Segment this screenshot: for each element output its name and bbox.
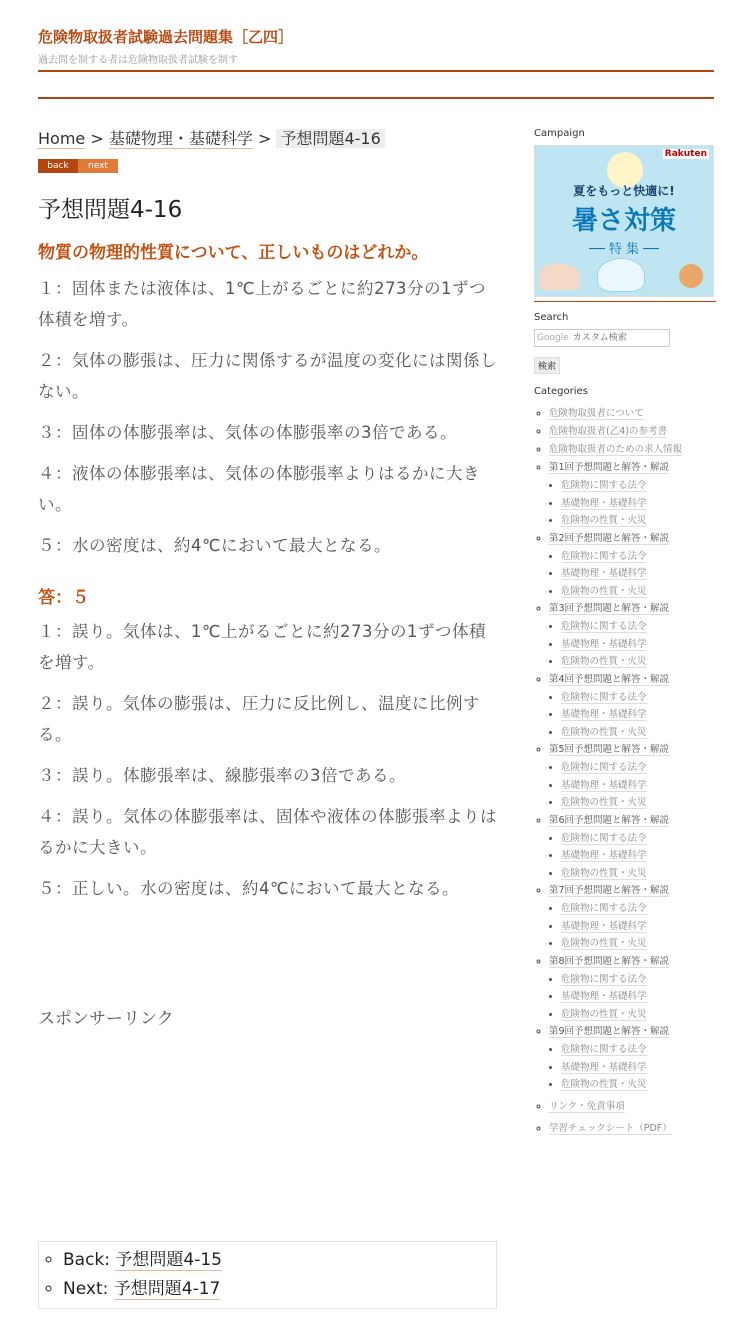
subcategory-link[interactable]: 危険物の性質・火災 bbox=[561, 726, 647, 738]
subcategory-item bbox=[561, 988, 716, 1006]
question-text: 物質の物理的性質について、正しいものはどれか。 bbox=[38, 243, 429, 263]
search-button[interactable]: 検索 bbox=[534, 357, 560, 374]
subcategory-item bbox=[561, 918, 716, 936]
google-logo: Google bbox=[537, 333, 569, 343]
category-item bbox=[549, 671, 716, 742]
category-link[interactable]: リンク・免責事項 bbox=[549, 1100, 625, 1112]
subcategory-item bbox=[561, 1076, 716, 1094]
subcategory-item bbox=[561, 548, 716, 566]
subcategory-list bbox=[549, 759, 716, 812]
subcategory-item bbox=[561, 935, 716, 953]
subcategory-link[interactable]: 危険物に関する法令 bbox=[561, 621, 647, 632]
prev-post-link[interactable]: 予想問題4-15 bbox=[115, 1250, 222, 1270]
subcategory-link[interactable]: 基礎物理・基礎科学 bbox=[561, 709, 647, 720]
post-nav-buttons bbox=[38, 159, 498, 173]
category-item bbox=[549, 1023, 716, 1094]
breadcrumb-separator: > bbox=[90, 129, 109, 148]
explanation-item: １：誤り。気体は、1℃上がるごとに約273分の1ずつ体積を増す。 bbox=[38, 622, 487, 672]
subcategory-link[interactable]: 危険物の性質・火災 bbox=[561, 938, 647, 949]
subcategory-list bbox=[549, 971, 716, 1024]
header-divider bbox=[38, 70, 714, 72]
subcategory-item bbox=[561, 565, 716, 583]
subcategory-link[interactable]: 危険物に関する法令 bbox=[561, 762, 647, 773]
category-link[interactable]: 学習チェックシート（PDF） bbox=[549, 1122, 672, 1134]
breadcrumb-separator: > bbox=[257, 129, 277, 148]
category-link[interactable]: 第2回予想問題と解答・解説 bbox=[549, 532, 670, 544]
category-link[interactable]: 第8回予想問題と解答・解説 bbox=[549, 955, 670, 967]
subcategory-item bbox=[561, 618, 716, 636]
explanation-item: ４：誤り。気体の体膨張率は、固体や液体の体膨張率よりはるかに大きい。 bbox=[38, 807, 497, 857]
bear-illustration bbox=[597, 258, 645, 292]
option-item: ２：気体の膨張は、圧力に関係するが温度の変化には関係しない。 bbox=[38, 351, 497, 401]
category-link[interactable]: 第4回予想問題と解答・解説 bbox=[549, 673, 670, 685]
breadcrumb-home[interactable]: Home bbox=[38, 129, 86, 148]
subcategory-item bbox=[561, 583, 716, 601]
prev-post-label: Back: bbox=[63, 1250, 110, 1270]
subcategory-item bbox=[561, 1006, 716, 1024]
category-link[interactable]: 危険物取扱者(乙4)の参考書 bbox=[549, 426, 667, 437]
subcategory-item bbox=[561, 653, 716, 671]
next-post-link[interactable]: 予想問題4-17 bbox=[113, 1279, 221, 1299]
category-item bbox=[549, 405, 716, 423]
subcategory-item bbox=[561, 512, 716, 530]
subcategory-link[interactable]: 基礎物理・基礎科学 bbox=[561, 568, 647, 579]
campaign-banner[interactable] bbox=[534, 145, 714, 297]
post-navigation bbox=[38, 1241, 497, 1309]
category-item bbox=[549, 600, 716, 671]
subcategory-item bbox=[561, 830, 716, 848]
category-item bbox=[549, 741, 716, 812]
next-post-item bbox=[63, 1275, 496, 1304]
category-link[interactable]: 第1回予想問題と解答・解説 bbox=[549, 462, 670, 473]
subcategory-link[interactable]: 危険物に関する法令 bbox=[561, 480, 647, 491]
category-list bbox=[534, 405, 716, 1138]
subcategory-list bbox=[549, 830, 716, 883]
option-item: ３：固体の体膨張率は、気体の体膨張率の3倍である。 bbox=[38, 423, 457, 442]
search-input[interactable] bbox=[534, 329, 670, 347]
option-item: ５：水の密度は、約4℃において最大となる。 bbox=[38, 536, 392, 555]
category-item bbox=[549, 441, 716, 459]
category-link[interactable]: 第5回予想問題と解答・解説 bbox=[549, 744, 670, 755]
category-link[interactable]: 危険物取扱者について bbox=[549, 408, 644, 419]
answer-heading: 答：５ bbox=[38, 588, 89, 608]
subcategory-item bbox=[561, 1059, 716, 1077]
category-link[interactable]: 第9回予想問題と解答・解説 bbox=[549, 1026, 670, 1037]
subcategory-list bbox=[549, 1041, 716, 1094]
subcategory-list bbox=[549, 618, 716, 671]
subcategory-link[interactable]: 基礎物理・基礎科学 bbox=[561, 638, 647, 650]
subcategory-link[interactable]: 危険物に関する法令 bbox=[561, 903, 647, 914]
subcategory-item bbox=[561, 706, 716, 724]
subcategory-item bbox=[561, 759, 716, 777]
person-illustration bbox=[539, 264, 579, 290]
subcategory-list bbox=[549, 900, 716, 953]
subcategory-link[interactable]: 基礎物理・基礎科学 bbox=[561, 497, 647, 509]
next-button[interactable]: next bbox=[78, 159, 118, 173]
nav-divider bbox=[38, 97, 714, 99]
option-item: １：固体または液体は、1℃上がるごとに約273分の1ずつ体積を増す。 bbox=[38, 279, 487, 329]
subcategory-item bbox=[561, 777, 716, 795]
next-post-label: Next: bbox=[63, 1279, 109, 1299]
campaign-heading: Campaign bbox=[534, 128, 585, 139]
page-title: 予想問題4-16 bbox=[38, 197, 183, 223]
main-content bbox=[38, 127, 498, 914]
subcategory-link[interactable]: 危険物に関する法令 bbox=[561, 1044, 647, 1055]
subcategory-link[interactable]: 危険物の性質・火災 bbox=[561, 867, 647, 879]
banner-subtitle: ── 特 集 ── bbox=[589, 242, 659, 257]
subcategory-link[interactable]: 危険物の性質・火災 bbox=[561, 515, 647, 526]
category-link[interactable]: 危険物取扱者のための求人情報 bbox=[549, 444, 683, 455]
subcategory-link[interactable]: 危険物の性質・火災 bbox=[561, 585, 647, 597]
prev-post-item bbox=[63, 1246, 496, 1275]
subcategory-item bbox=[561, 865, 716, 883]
subcategory-item bbox=[561, 794, 716, 812]
breadcrumb-current: 予想問題4-16 bbox=[276, 129, 384, 148]
subcategory-item bbox=[561, 1041, 716, 1059]
subcategory-item bbox=[561, 847, 716, 865]
subcategory-link[interactable]: 危険物の性質・火災 bbox=[561, 797, 647, 808]
subcategory-link[interactable]: 危険物に関する法令 bbox=[561, 691, 647, 703]
sponsor-label: スポンサーリンク bbox=[38, 1009, 174, 1029]
banner-tagline: 夏をもっと快適に! bbox=[573, 184, 675, 198]
category-item bbox=[549, 812, 716, 883]
breadcrumb-category[interactable]: 基礎物理・基礎科学 bbox=[108, 129, 253, 148]
subcategory-link[interactable]: 危険物の性質・火災 bbox=[561, 656, 647, 667]
site-title[interactable]: 危険物取扱者試験過去問題集［乙四］ bbox=[38, 28, 294, 46]
explanation-item: ５：正しい。水の密度は、約4℃において最大となる。 bbox=[38, 879, 460, 898]
subcategory-link[interactable]: 危険物の性質・火災 bbox=[561, 1079, 647, 1090]
sidebar-divider bbox=[534, 301, 716, 302]
back-button[interactable]: back bbox=[38, 159, 78, 173]
subcategory-list bbox=[549, 689, 716, 742]
subcategory-link[interactable]: 基礎物理・基礎科学 bbox=[561, 1061, 647, 1073]
subcategory-item bbox=[561, 900, 716, 918]
subcategory-item bbox=[561, 495, 716, 513]
sidebar bbox=[534, 128, 716, 1138]
category-item bbox=[549, 1120, 716, 1138]
explanation-item: ３：誤り。体膨張率は、線膨張率の3倍である。 bbox=[38, 766, 406, 785]
subcategory-link[interactable]: 基礎物理・基礎科学 bbox=[561, 991, 647, 1002]
subcategory-list bbox=[549, 548, 716, 601]
category-item bbox=[549, 530, 716, 601]
category-item bbox=[549, 1098, 716, 1116]
subcategory-link[interactable]: 基礎物理・基礎科学 bbox=[561, 850, 647, 861]
category-item bbox=[549, 459, 716, 530]
site-description: 過去問を制する者は危険物取扱者試験を制す bbox=[38, 55, 238, 66]
search-heading: Search bbox=[534, 312, 569, 323]
subcategory-link[interactable]: 基礎物理・基礎科学 bbox=[561, 779, 647, 791]
site-header bbox=[38, 26, 714, 66]
dog-illustration bbox=[679, 264, 703, 288]
subcategory-item bbox=[561, 636, 716, 654]
category-item bbox=[549, 953, 716, 1024]
category-link[interactable]: 第3回予想問題と解答・解説 bbox=[549, 603, 670, 614]
category-link[interactable]: 第6回予想問題と解答・解説 bbox=[549, 814, 670, 826]
rakuten-logo: Rakuten bbox=[664, 149, 707, 159]
subcategory-list bbox=[549, 477, 716, 530]
breadcrumb bbox=[38, 127, 498, 151]
option-item: ４：液体の体膨張率は、気体の体膨張率よりはるかに大きい。 bbox=[38, 464, 480, 514]
subcategory-item bbox=[561, 724, 716, 742]
subcategory-item bbox=[561, 971, 716, 989]
subcategory-item bbox=[561, 689, 716, 707]
category-item bbox=[549, 882, 716, 953]
banner-headline: 暑さ対策 bbox=[571, 206, 676, 236]
subcategory-link[interactable]: 危険物に関する法令 bbox=[561, 973, 647, 985]
subcategory-link[interactable]: 基礎物理・基礎科学 bbox=[561, 920, 647, 932]
explanation-item: ２：誤り。気体の膨張は、圧力に反比例し、温度に比例する。 bbox=[38, 694, 480, 744]
subcategory-item bbox=[561, 477, 716, 495]
categories-heading: Categories bbox=[534, 386, 588, 397]
category-item bbox=[549, 423, 716, 441]
search-placeholder: カスタム検索 bbox=[572, 333, 627, 343]
subcategory-link[interactable]: 危険物に関する法令 bbox=[561, 550, 647, 562]
subcategory-link[interactable]: 危険物に関する法令 bbox=[561, 832, 647, 844]
subcategory-link[interactable]: 危険物の性質・火災 bbox=[561, 1008, 647, 1020]
category-link[interactable]: 第7回予想問題と解答・解説 bbox=[549, 885, 670, 896]
